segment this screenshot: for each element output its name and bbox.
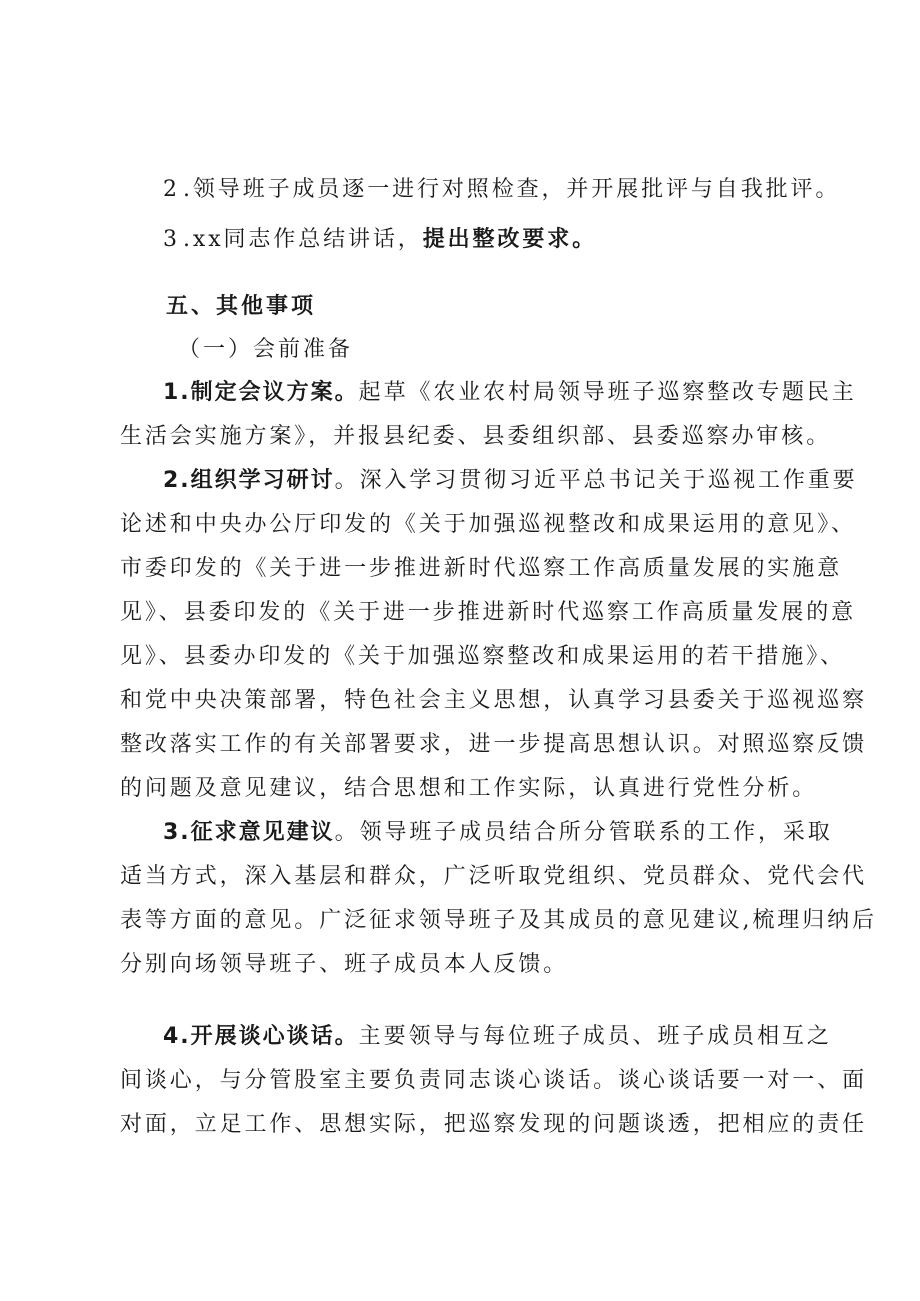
step-2-number: 2 [163,177,183,202]
item-2-text-1: 。深入学习贯彻习近平总书记关于巡视工作重要 [334,468,858,493]
step-3-bold-text: 提出整改要求。 [422,227,598,252]
item-3-line-2: 适当方式，深入基层和群众，广泛听取党组织、党员群众、党代会代 [120,864,868,889]
section-5-title: 五、其他事项 [166,294,317,319]
item-2-line-4: 见》、县委印发的《关于进一步推进新时代巡察工作高质量发展的意 [120,600,857,625]
item-2-line-1 [163,466,863,496]
step-3-text: .xx同志作总结讲话， [183,227,423,252]
subsection-title: （一）会前准备 [178,337,354,362]
item-3-text-1: 。领导班子成员结合所分管联系的工作，采取 [334,820,833,845]
item-3-line-4: 分别向场领导班子、班子成员本人反馈。 [120,952,569,977]
item-2-line-3: 市委印发的《关于进一步推进新时代巡察工作高质量发展的实施意 [120,556,843,581]
item-2-line-8: 的问题及意见建议，结合思想和工作实际，认真进行党性分析。 [120,776,818,801]
item-2-line-2: 论述和中央办公厅印发的《关于加强巡视整改和成果运用的意见》、 [120,512,857,537]
item-3-line-3: 表等方面的意见。广泛征求领导班子及其成员的意见建议,梳理归纳后 [120,908,877,933]
item-1-line-1 [163,378,863,408]
step-2-text: .领导班子成员逐一进行对照检查，并开展批评与自我批评。 [183,177,841,202]
item-2-line-5: 见》、县委办印发的《关于加强巡察整改和成果运用的若干措施》、 [120,644,846,669]
item-1-text-1: 起草《农业农村局领导班子巡察整改专题民主 [358,380,857,405]
item-2-line-6: 和党中央决策部署，特色社会主义思想，认真学习县委关于巡视巡察 [120,688,868,713]
item-4-line-3: 对面，立足工作、思想实际，把巡察发现的问题谈透，把相应的责任 [120,1112,868,1137]
item-2-heading: 2.组织学习研讨 [163,468,335,493]
step-2-line [163,175,863,205]
item-3-line-1 [163,818,863,848]
step-3-line [163,225,863,255]
step-3-number: 3 [163,227,183,252]
item-4-heading: 4.开展谈心谈话。 [163,1024,359,1049]
item-4-line-1 [163,1022,863,1052]
item-4-text-1: 主要领导与每位班子成员、班子成员相互之 [358,1024,832,1049]
item-1-line-2: 生活会实施方案》，并报县纪委、县委组织部、县委巡察办审核。 [120,424,832,449]
item-3-heading: 3.征求意见建议 [163,820,335,845]
item-1-heading: 1.制定会议方案。 [163,380,359,405]
item-4-line-2: 间谈心，与分管股室主要负责同志谈心谈话。谈心谈话要一对一、面 [120,1068,868,1093]
item-2-line-7: 整改落实工作的有关部署要求，进一步提高思想认识。对照巡察反馈 [120,732,868,757]
